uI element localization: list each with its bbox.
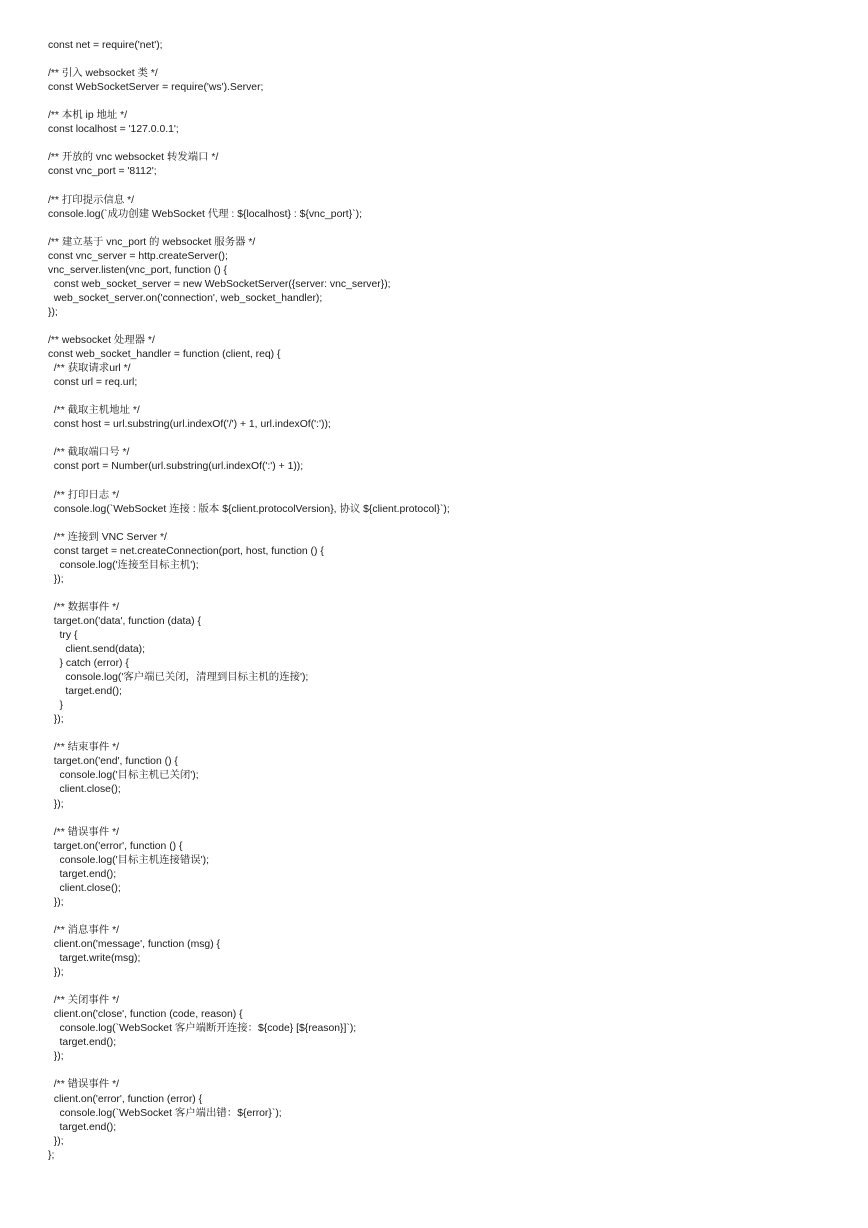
code-line: vnc_server.listen(vnc_port, function () { [48,264,228,276]
code-line: }); [48,896,64,908]
code-line [48,587,848,601]
code-line: const host = url.substring(url.indexOf('/') + 1, url.indexOf(':')); [48,419,331,431]
code-line: console.log('客户端已关闭，清理到目标主机的连接'); [48,672,309,684]
code-line [48,432,848,446]
code-line: /** 错误事件 */ [48,826,120,838]
code-line: }); [48,967,64,979]
code-line: console.log('目标主机已关闭'); [48,770,199,782]
code-line: console.log(`WebSocket 客户端出错：${error}`); [48,1107,282,1119]
code-line: /** 错误事件 */ [48,1079,120,1091]
code-line [48,179,848,193]
code-line: target.end(); [48,1037,117,1049]
code-line: console.log(`WebSocket 连接 : 版本 ${client.protocolVersion}, 协议 ${client.protocol}`); [48,503,450,515]
code-line: const url = req.url; [48,377,138,389]
code-line: client.on('message', function (msg) { [48,939,221,950]
code-line: }); [48,573,64,585]
code-line: client.close(); [48,784,121,796]
code-line: target.end(); [48,1121,117,1133]
code-line: /** 打印提示信息 */ [48,194,135,206]
code-line: }); [48,798,64,810]
code-line: /** 数据事件 */ [48,601,120,613]
code-line: console.log('连接至目标主机'); [48,559,199,571]
code-line: /** 结束事件 */ [48,742,120,754]
code-line [48,910,848,924]
code-line: /** 获取请求url */ [48,363,131,375]
code-line: /** 截取端口号 */ [48,447,130,459]
code-line: /** 消息事件 */ [48,924,120,936]
code-line: const port = Number(url.substring(url.indexOf(':') + 1)); [48,461,304,473]
code-line: /** 打印日志 */ [48,489,120,501]
code-line: console.log('目标主机连接错误'); [48,854,210,866]
code-line: web_socket_server.on('connection', web_socket_handler); [48,292,323,304]
code-line [48,222,848,236]
code-line: const net = require('net'); [48,40,163,51]
code-line: target.write(msg); [48,953,141,965]
code-document [48,39,848,1163]
code-line: /** 连接到 VNC Server */ [48,531,167,543]
code-line [48,980,848,994]
code-line: /** 关闭事件 */ [48,995,120,1007]
code-line [48,727,848,741]
code-line: /** 引入 websocket 类 */ [48,68,158,80]
code-line [48,812,848,826]
code-line [48,390,848,404]
code-line: const vnc_port = '8112'; [48,166,157,178]
code-line: }); [48,714,64,726]
code-line: const web_socket_handler = function (client, req) { [48,349,281,361]
code-line: }); [48,1135,64,1147]
code-line: client.on('error', function (error) { [48,1093,203,1105]
code-line: const localhost = '127.0.0.1'; [48,124,179,136]
code-line [48,137,848,151]
code-line: const vnc_server = http.createServer(); [48,250,228,262]
code-line [48,517,848,531]
code-line: try { [48,629,78,641]
code-line [48,53,848,67]
code-line: }); [48,1051,64,1063]
code-line: } [48,700,64,712]
code-line [48,320,848,334]
code-line: const web_socket_server = new WebSocketServer({server: vnc_server}); [48,278,391,290]
code-line: const target = net.createConnection(port, host, function () { [48,545,324,557]
code-line: const WebSocketServer = require('ws').Server; [48,82,264,94]
code-line [48,95,848,109]
code-line: /** 开放的 vnc websocket 转发端口 */ [48,152,219,164]
code-line: target.end(); [48,868,117,880]
code-line: }); [48,306,58,318]
code-line: target.on('end', function () { [48,756,178,768]
code-line: client.close(); [48,882,121,894]
code-line: target.end(); [48,686,122,698]
code-line: }; [48,1149,55,1161]
code-line [48,1064,848,1078]
code-line: /** websocket 处理器 */ [48,334,155,346]
code-line: target.on('error', function () { [48,840,183,852]
code-line: client.on('close', function (code, reason) { [48,1009,243,1021]
code-line: console.log(`成功创建 WebSocket 代理 : ${localhost} : ${vnc_port}`); [48,208,362,220]
code-line: /** 本机 ip 地址 */ [48,110,128,122]
code-line: client.send(data); [48,644,146,656]
code-line: console.log(`WebSocket 客户端断开连接：${code} [${reason}]`); [48,1023,357,1035]
code-line [48,474,848,488]
code-line: target.on('data', function (data) { [48,615,201,627]
code-line: } catch (error) { [48,658,129,670]
code-line: /** 截取主机地址 */ [48,405,140,417]
code-line: /** 建立基于 vnc_port 的 websocket 服务器 */ [48,236,256,248]
